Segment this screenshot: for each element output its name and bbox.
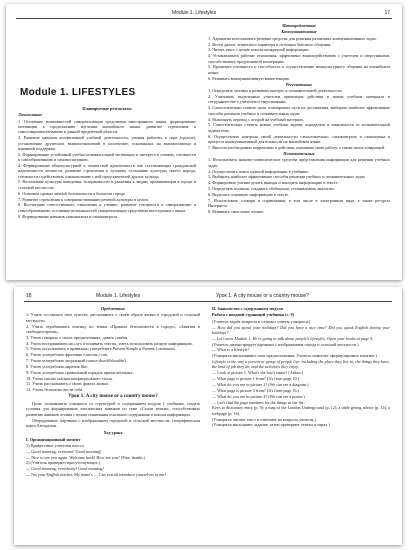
subject-item: 10. Учить писать письма неофициального стиля. bbox=[26, 375, 113, 381]
lesson-equipment: Оборудование: картинки с изображением городской и сельской местности, географическая карта Австралии. bbox=[26, 417, 200, 428]
subject-item: 2. Учить отрабатывать лексику по темам «Правила безопасности в городе», «Занятия в свободное время». bbox=[26, 323, 200, 334]
right-column bbox=[212, 305, 390, 428]
left-column bbox=[18, 104, 196, 219]
personal-item: 5. Воспитание культуры поведения, толерантности и уважения к людям, проживающим в городе и сельской местности. bbox=[18, 179, 196, 190]
reg-heading: Регулятивные bbox=[285, 81, 313, 87]
cog-item: 2. Осуществлять поиск нужной информации в учебнике. bbox=[208, 168, 310, 174]
header-right: Урок 1. A city mouse or a country mouse? bbox=[216, 293, 309, 299]
header-rule bbox=[24, 301, 392, 302]
header-title: Module 1. Lifestyles bbox=[172, 10, 217, 16]
intro-line: (Учитель задаёт вопросы и слушает ответы учащихся.) bbox=[212, 318, 311, 324]
progress-heading: Ход урока bbox=[103, 429, 123, 435]
intro-line: — What is a lifestyle? bbox=[212, 347, 250, 353]
intro-heading: II. Знакомство с содержанием модуля bbox=[212, 306, 283, 311]
intro-line: — Look at picture 1. What's the boy's name? (Arthur.) bbox=[212, 370, 304, 376]
subject-item: 12. Учить безопасно вести себя. bbox=[26, 387, 84, 393]
intro-line: (Учитель демонстрирует картинки с изображением города и сельской местности.) bbox=[212, 341, 359, 347]
document-page-lower bbox=[14, 287, 402, 545]
running-header bbox=[6, 9, 402, 18]
subject-heading: Предметные bbox=[100, 306, 126, 311]
intro-line: (Учащиеся высказывают свои предположения. Учитель помогает сформулировать понятие.) bbox=[212, 353, 377, 359]
meta-heading: Метапредметные bbox=[281, 23, 317, 28]
right-column bbox=[208, 22, 390, 215]
lesson-title: Урок 1. A city mouse or a country mouse? bbox=[68, 394, 158, 400]
comm-item: 5. Проявлять готовность и способность к осуществлению межкультурного общения на английском языке. bbox=[208, 64, 390, 75]
subject-item: 8. Учить употреблять наречия like. bbox=[26, 363, 88, 369]
personal-item: 6. Освоение правил личной безопасности в большом городе. bbox=[18, 190, 127, 196]
document-page-upper bbox=[6, 4, 402, 280]
personal-item: 2. Развитие навыков коллективной учебной деятельности, умения работать в паре (группе), установление дружеских взаимоотношений в коллективе, основанных на взаимопомощи и взаимной поддержке. bbox=[18, 135, 196, 151]
comm-item: 6. Развивать коммуникативную компетенцию. bbox=[208, 75, 290, 81]
comm-item: 4. Устанавливать рабочие отношения, эффективно взаимодействовать с учителем и сверстниками, способствовать продуктивной кооперации. bbox=[208, 53, 390, 64]
planned-results-heading: Планируемые результаты bbox=[82, 105, 132, 111]
cog-item: 1. Использовать знаково-символические средства представления информации для решения учебных задач. bbox=[208, 157, 390, 168]
org-line: — I'm your English teacher. My name's … Can you all introduce yourselves to me? bbox=[26, 472, 167, 478]
page-number: 17 bbox=[384, 10, 390, 16]
intro-line: — Let's start Module 1. We're going to talk about people's lifestyles. Open your books at page 9. bbox=[212, 335, 374, 341]
personal-item: 9. Формирование навыков самоанализа и самоконтроля. bbox=[18, 213, 119, 219]
cog-item: 6. Выделять основную информацию в тексте. bbox=[208, 191, 290, 197]
cog-item: 7. Использовать словари и справочники, в том числе в электронном виде, а также ресурсы Интернета. bbox=[208, 197, 390, 209]
comm-item: 2. Вести диалог этикетного характера в ситуации бытового общения. bbox=[208, 41, 332, 47]
org-line: — Good morning, everyone! Good morning! bbox=[26, 448, 102, 454]
cog-item: 8. Развивать смысловое чтение. bbox=[208, 209, 265, 214]
subject-item: 3. Учить говорить о своих предпочтениях, давать советы. bbox=[26, 334, 129, 340]
personal-item: 8. Воспитание ответственного отношения к учению, развитие готовности к саморазвитию и самообразованию; осознание возможностей самореализации средствами иностранного языка. bbox=[18, 202, 196, 213]
org-heading: I. Организационный момент bbox=[26, 436, 81, 442]
org-line: — Nice to see you again. Welcome back! How are you? (Fine, thanks.) bbox=[26, 454, 146, 460]
reg-item: 2. Учитывать выделенные учителем ориентиры действия в новом учебном материале в сотрудничестве с учителем и сверстниками. bbox=[208, 94, 390, 105]
intro-line: — What page is picture 1 from? (It's from page 10.) bbox=[212, 376, 300, 382]
intro-line: Keys to dictionary entry (p. 9): a map of the London Underground (p. 12), a table giving advice (p. 14), a webpage (p. 16). bbox=[212, 405, 390, 416]
intro-line: — Let's find the page numbers for the things in the list. bbox=[212, 399, 305, 405]
page-number: 18 bbox=[26, 293, 32, 299]
comm-heading: Коммуникативные bbox=[281, 29, 317, 35]
intro-subheading: Работа с вводной страницей учебника (с. 9) bbox=[212, 312, 294, 318]
intro-line: — What page is picture 3 from? (It's from page 16.) bbox=[212, 387, 300, 393]
cog-item: 3. Выбирать наиболее эффективные способы решения учебных и познавательных задач. bbox=[208, 174, 366, 180]
personal-heading: Личностные bbox=[18, 112, 43, 118]
reg-item: 1. Определять мотивы и развивать интерес к познавательной деятельности. bbox=[208, 88, 343, 94]
cog-heading: Познавательные bbox=[283, 151, 315, 157]
intro-line: — How did you spend your holidays? Did you have a nice time? Did you speak English during your holidays? bbox=[212, 324, 390, 335]
running-header bbox=[14, 292, 402, 301]
cog-item: 4. Формировать умение делать выводы и находить информацию в тексте. bbox=[208, 180, 339, 186]
reg-item: 6. Осуществлять контроль своей деятельности самостоятельно, самоконтроль и самооценка в процессе коммуникативной деятельности на английском языке. bbox=[208, 133, 390, 144]
module-title: Module 1. LIFESTYLES bbox=[20, 87, 136, 98]
subject-item: 9. Учить употреблять правильный порядок прилагательных. bbox=[26, 369, 134, 375]
header-left: Module 1. Lifestyles bbox=[96, 293, 141, 299]
comm-item: 1. Адекватно использовать речевые средства для решения различных коммуникативных задач. bbox=[208, 35, 377, 41]
personal-item: 3. Формирование устойчивой учебно-познавательной мотивации и интереса к учению, готовности к самообразованию и самовоспитанию. bbox=[18, 151, 196, 163]
org-line: 1) Приветствие учителем класса. bbox=[26, 442, 85, 448]
personal-item: 7. Развитие стремления к совершенствованию речевой культуры в целом. bbox=[18, 196, 150, 202]
reg-item: 3. Самостоятельно ставить цели, планировать пути их достижения, выбирать наиболее эффективные способы решения учебных и познавательных задач. bbox=[208, 105, 390, 116]
subject-item: 11. Учить рассказывать о своих фактах жизни. bbox=[26, 381, 109, 387]
reg-item: 7. Вносить необходимые коррективы в действия, оценивать свою работу, а также своих товарищей. bbox=[208, 144, 386, 150]
subject-item: 1. Учить составлять свое чувство, рассказывать о своём образе жизни в городской и сельской местности. bbox=[26, 312, 200, 323]
personal-item: 1. Осознание возможностей самореализации средствами иностранного языка, формирование мотивации к продолжению изучения английского языка, развитие стремления к самосовершенствованию в данной предметной области. bbox=[18, 118, 196, 135]
intro-line: — What do you see in picture 4? (We can see a poster.) bbox=[212, 393, 305, 399]
intro-line: Lifestyle is the way a person or group of people live, including the place they live in, the things they have, the kind of job they do, and the activities they enjoy. bbox=[212, 359, 390, 370]
personal-item: 4. Формирование общекультурной и этнической идентичности как составляющих гражданской идентичности личности, развитие стремления к лучшему осознанию культуры своего народа, готовности содействовать ознакомлению с ней представителей других культур. bbox=[18, 162, 196, 179]
intro-line: (Учащиеся читают текст и отвечают на вопросы учителя.) bbox=[212, 416, 316, 422]
intro-line: — What do you see in picture 2? (We can see a diagram.) bbox=[212, 381, 309, 387]
comm-item: 3. Читать текст с целью поиска конкретной информации. bbox=[208, 47, 310, 53]
lesson-goal: Цели: познакомить учащихся со структурой и содержанием модуля 1 учебника, создать условия для формирования лексических навыков по теме «Стили жизни», способствовать развитию навыков чтения с целью понимания основного содержания и поиска информации. bbox=[26, 401, 200, 417]
reg-item: 5. Самостоятельно ставить новые учебные задачи, определять в зависимости от познавательной задачи тему. bbox=[208, 122, 390, 133]
subject-item: 4. Учить воспринимать на слух и понимать тексты, уметь использовать разную информацию. bbox=[26, 340, 193, 346]
subject-item: 7. Учить употреблять модальный глагол should/shouldn't. bbox=[26, 358, 128, 364]
org-line: — Good morning, everybody! Good morning! bbox=[26, 466, 104, 472]
subject-item: 5. Учить использовать в правильно употреблять Present Simple и Present Continuous. bbox=[26, 346, 177, 352]
header-rule bbox=[16, 18, 392, 19]
left-column bbox=[26, 305, 200, 478]
reg-item: 4. Выполнять перевод с опорой на учебный материал. bbox=[208, 116, 305, 122]
cog-item: 5. Определять понятия, создавать обобщения, устанавливать аналогии. bbox=[208, 186, 335, 192]
subject-item: 6. Учить употреблять фразовые глаголы с run. bbox=[26, 352, 108, 358]
intro-line: (Учащиеся выполняют задание, затем проверяют ответы в парах.) bbox=[212, 422, 330, 428]
org-line: 2) (Учитель проверяет присутствующих.) bbox=[26, 460, 101, 466]
